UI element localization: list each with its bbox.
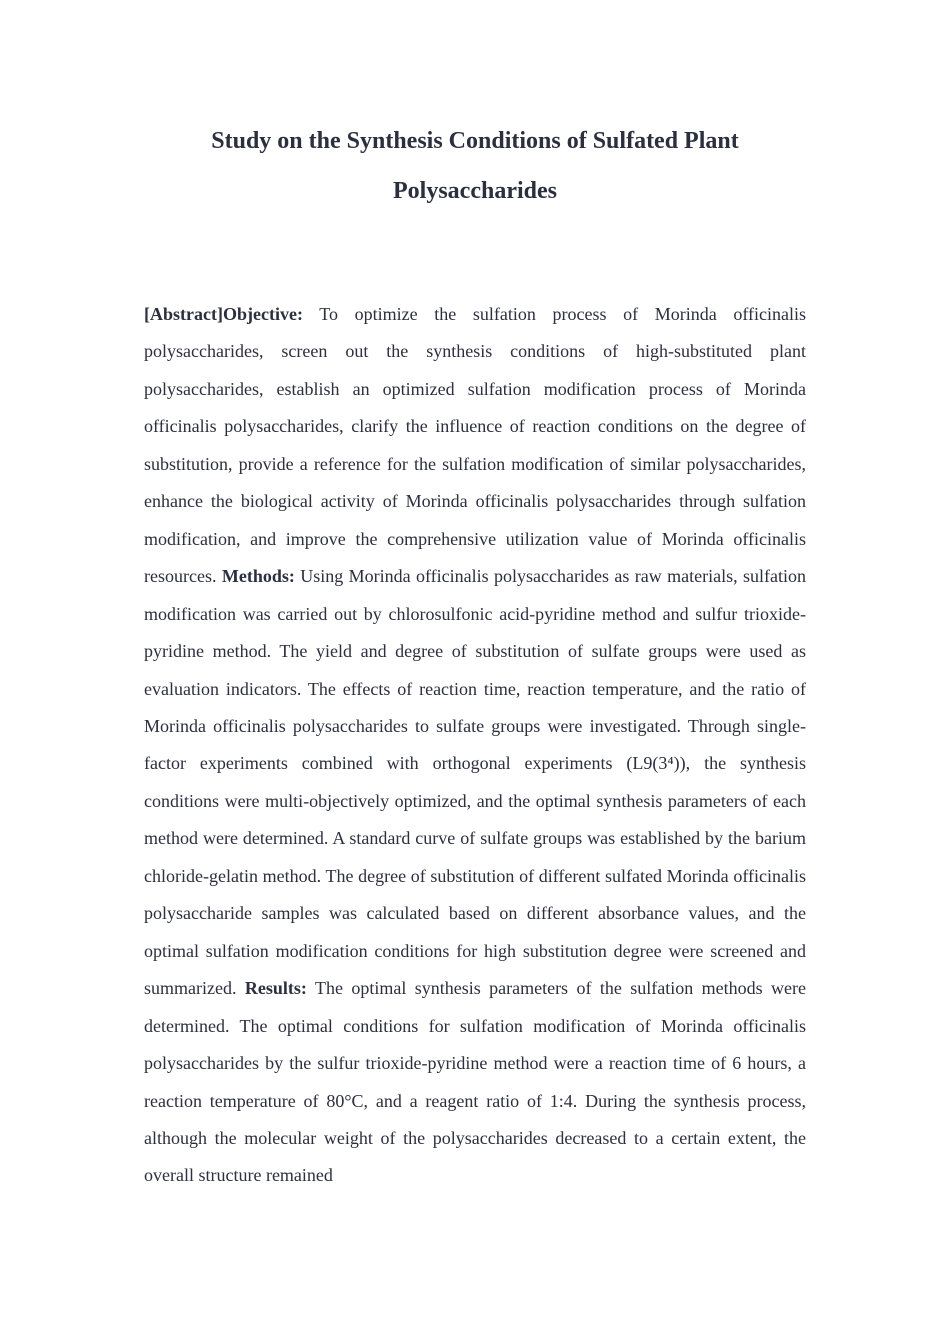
paper-title <box>120 116 830 216</box>
methods-text: Using Morinda officinalis polysaccharides as raw materials, sulfation modification was carried out by chlorosulfonic acid-pyridine method and sulfur trioxide-pyridine method. The yield and degree of substitution of sulfate groups were used as evaluation indicators. The effects of reaction time, reaction temperature, and the ratio of Morinda officinalis polysaccharides to sulfate groups were investigated. Through single-factor experiments combined with orthogonal experiments (L9(3⁴)), the synthesis conditions were multi-objectively optimized, and the optimal synthesis parameters of each method were determined. A standard curve of sulfate groups was established by the barium chloride-gelatin method. The degree of substitution of different sulfated Morinda officinalis polysaccharide samples was calculated based on different absorbance values, and the optimal sulfation modification conditions for high substitution degree were screened and summarized. <box>144 566 806 999</box>
paper-title-line-2: Polysaccharides <box>393 178 557 204</box>
results-text: The optimal synthesis parameters of the sulfation methods were determined. The optimal conditions for sulfation modification of Morinda officinalis polysaccharides by the sulfur trioxide-pyridine method were a reaction time of 6 hours, a reaction temperature of 80°C, and a reagent ratio of 1:4. During the synthesis process, although the molecular weight of the polysaccharides decreased to a certain extent, the overall structure remained <box>144 978 806 1186</box>
paper-title-line-1: Study on the Synthesis Conditions of Sulfated Plant <box>211 128 739 154</box>
objective-label: Objective: <box>222 304 303 324</box>
methods-label: Methods: <box>221 566 295 587</box>
abstract-label: [Abstract] <box>144 304 223 324</box>
results-label: Results: <box>244 978 307 999</box>
objective-text: To optimize the sulfation process of Morinda officinalis polysaccharides, screen out the synthesis conditions of high-substituted plant polysaccharides, establish an optimized sulfation modification process of Morinda officinalis polysaccharides, clarify the influence of reaction conditions on the degree of substitution, provide a reference for the sulfation modification of similar polysaccharides, enhance the biological activity of Morinda officinalis polysaccharides through sulfation modification, and improve the comprehensive utilization value of Morinda officinalis resources. <box>144 304 806 587</box>
abstract-paragraph <box>144 296 806 1195</box>
